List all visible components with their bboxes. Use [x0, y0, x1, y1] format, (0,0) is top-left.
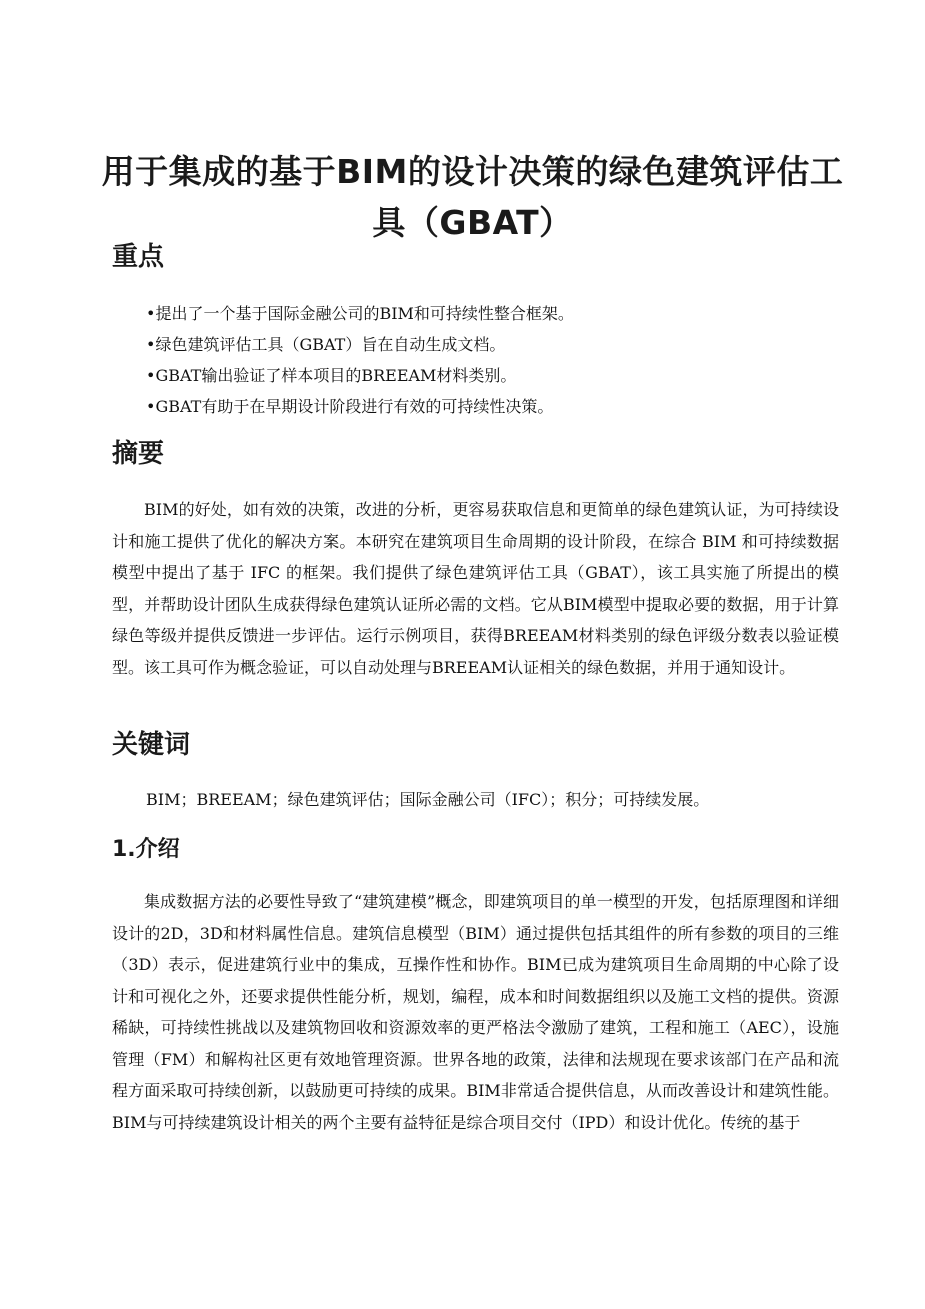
highlights-list [146, 298, 574, 422]
highlight-item: •GBAT输出验证了样本项目的BREEAM材料类别。 [146, 366, 517, 385]
highlight-item: •绿色建筑评估工具（GBAT）旨在自动生成文档。 [146, 335, 506, 354]
keywords-text: BIM；BREEAM；绿色建筑评估；国际金融公司（IFC）；积分；可持续发展。 [146, 790, 710, 809]
highlight-item: •GBAT有助于在早期设计阶段进行有效的可持续性决策。 [146, 397, 554, 416]
abstract-text: BIM的好处，如有效的决策，改进的分析，更容易获取信息和更简单的绿色建筑认证，为可持续设计和施工提供了优化的解决方案。本研究在建筑项目生命周期的设计阶段，在综合 BIM 和可持续数据模型中提出了基于 IFC 的框架。我们提供了绿色建筑评估工具（GBAT），该工具实施了所提出的模型，并帮助设计团队生成获得绿色建筑认证所必需的文档。它从BIM模型中提取必要的数据，用于计算绿色等级并提供反馈进一步评估。运行示例项目，获得BREEAM材料类别的绿色评级分数表以验证模型。该工具可作为概念验证，可以自动处理与BREEAM认证相关的绿色数据，并用于通知设计。 [112, 500, 839, 677]
highlights-heading: 重点 [112, 242, 165, 272]
highlight-item: •提出了一个基于国际金融公司的BIM和可持续性整合框架。 [146, 304, 574, 323]
paper-title: 用于集成的基于BIM的设计决策的绿色建筑评估工具（GBAT） [101, 152, 844, 243]
abstract-heading: 摘要 [112, 439, 165, 469]
introduction-text: 集成数据方法的必要性导致了“建筑建模”概念，即建筑项目的单一模型的开发，包括原理图和详细设计的2D，3D和材料属性信息。建筑信息模型（BIM）通过提供包括其组件的所有参数的项目的三维（3D）表示，促进建筑行业中的集成，互操作性和协作。BIM已成为建筑项目生命周期的中心除了设计和可视化之外，还要求提供性能分析，规划，编程，成本和时间数据组织以及施工文档的提供。资源稀缺，可持续性挑战以及建筑物回收和资源效率的更严格法令激励了建筑，工程和施工（AEC），设施管理（FM）和解构社区更有效地管理资源。世界各地的政策，法律和法规现在要求该部门在产品和流程方面采取可持续创新，以鼓励更可持续的成果。BIM非常适合提供信息，从而改善设计和建筑性能。BIM与可持续建筑设计相关的两个主要有益特征是综合项目交付（IPD）和设计优化。传统的基于 [112, 892, 839, 1132]
keywords-heading: 关键词 [112, 730, 191, 760]
introduction-heading: 1.介绍 [112, 837, 180, 862]
